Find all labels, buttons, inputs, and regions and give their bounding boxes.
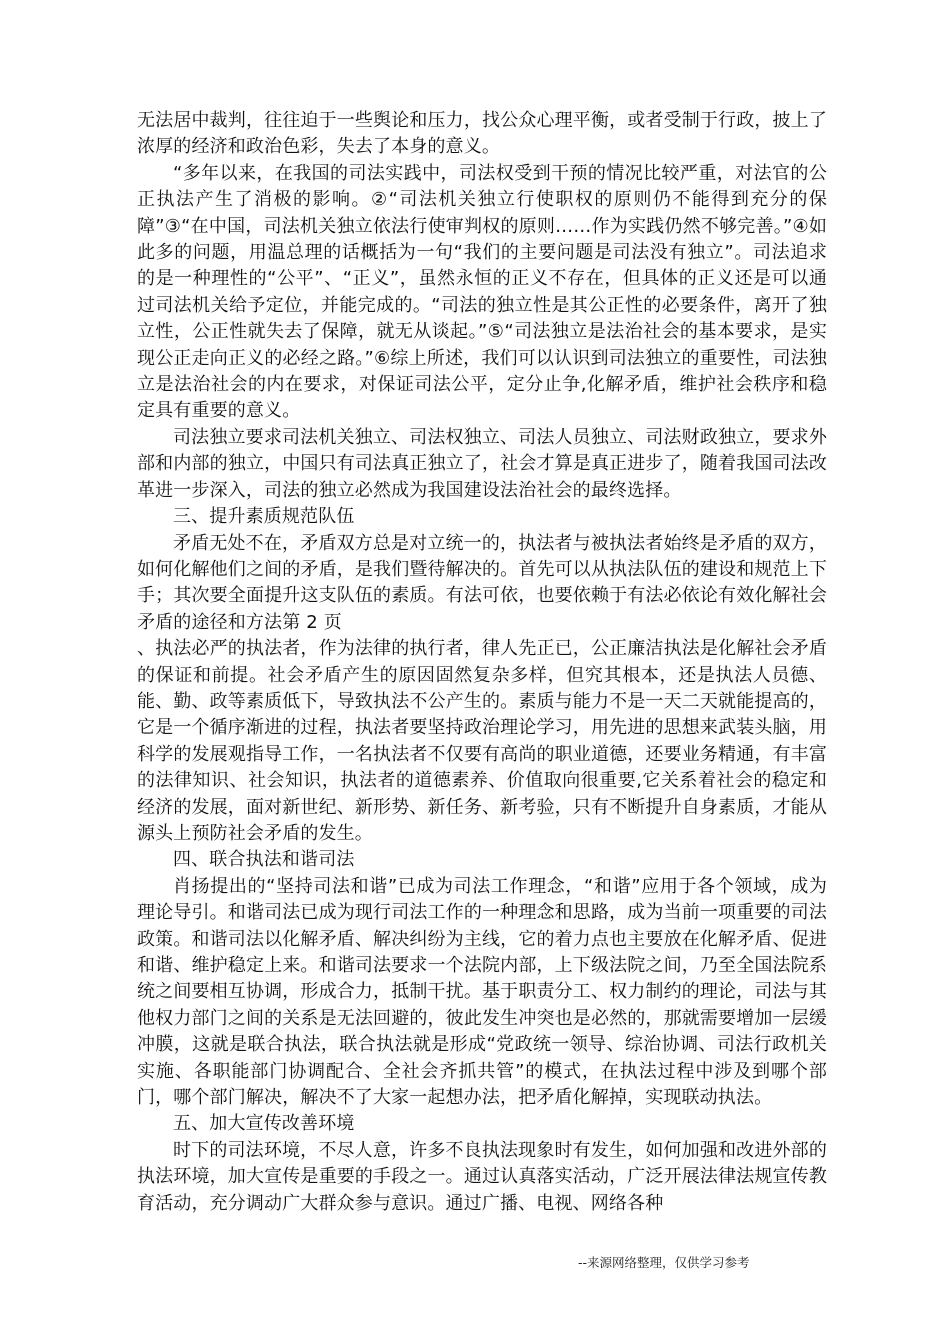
section-heading-4: 四、联合执法和谐司法 [173, 849, 355, 871]
paragraph-harmonious-justice: 肖扬提出的“坚持司法和谐”已成为司法工作理念，“和谐”应用于各个领域，成为理论导引。和谐司法已成为现行司法工作的一种理念和思路，成为当前一项重要的司法政策。和谐司法以化解矛盾、解决纠纷为主线，它的着力点也主要放在化解矛盾、促进和谐、维护稳定上来。和谐司法要求一个法院内部，上下级法院之间，乃至全国法院系统之间要相互协调，形成合力，抵制干扰。基于职责分工、权力制约的理论，司法与其他权力部门之间的关系是无法回避的，彼此发生冲突也是必然的，那就需要增加一层缓冲膜，这就是联合执法，联合执法就是形成“党政统一领导、综治协调、司法行政机关实施、各职能部门协调配合、全社会齐抓共管”的模式，在执法过程中涉及到哪个部门，哪个部门解决，解决不了大家一起想办法，把矛盾化解掉，实现联动执法。 [137, 875, 827, 1109]
section-heading-3: 三、提升素质规范队伍 [173, 506, 355, 528]
paragraph-law-enforcers: 、执法必严的执法者，作为法律的执行者，律人先正已，公正廉洁执法是化解社会矛盾的保证和前提。社会矛盾产生的原因固然复杂多样，但究其根本，还是执法人员德、能、勤、政等素质低下，导致执法不公产生的。素质与能力不是一天二天就能提高的，它是一个循序渐进的过程，执法者要坚持政治理论学习，用先进的思想来武装头脑，用科学的发展观指导工作，一名执法者不仅要有高尚的职业道德，还要业务精通，有丰富的法律知识、社会知识，执法者的道德素养、价值取向很重要,它关系着社会的稳定和经济的发展，面对新世纪、新形势、新任务、新考验，只有不断提升自身素质，才能从源头上预防社会矛盾的发生。 [137, 638, 827, 844]
paragraph-contradictions: 矛盾无处不在，矛盾双方总是对立统一的，执法者与被执法者始终是矛盾的双方，如何化解他们之间的矛盾，是我们暨待解决的。首先可以从执法队伍的建设和规范上下手；其次要全面提升这支队伍的素质。有法可依，也要依赖于有法必依论有效化解社会矛盾的途径和方法第 2 页 [137, 532, 827, 633]
paragraph-independence-requirements: 司法独立要求司法机关独立、司法权独立、司法人员独立、司法财政独立，要求外部和内部的独立，中国只有司法真正独立了，社会才算是真正进步了，随着我国司法改革进一步深入，司法的独立必然成为我国建设法治社会的最终选择。 [137, 426, 827, 501]
paragraph-judicial-independence: “多年以来，在我国的司法实践中，司法权受到干预的情况比较严重，对法官的公正执法产生了消极的影响。②“司法机关独立行使职权的原则仍不能得到充分的保障”③“在中国，司法机关独立依法行使审判权的原则……作为实践仍然不够完善。”④如此多的问题，用温总理的话概括为一句“我们的主要问题是司法没有独立”。司法追求的是一种理性的“公平”、“正义”，虽然永恒的正义不存在，但具体的正义还是可以通过司法机关给予定位，并能完成的。“司法的独立性是其公正性的必要条件，离开了独立性，公正性就失去了保障，就无从谈起。”⑤“司法独立是法治社会的基本要求，是实现公正走向正义的必经之路。”⑥综上所述，我们可以认识到司法独立的重要性，司法独立是法治社会的内在要求，对保证司法公平，定分止争,化解矛盾，维护社会秩序和稳定具有重要的意义。 [137, 162, 827, 422]
paragraph-continuation: 无法居中裁判，往往迫于一些舆论和压力，找公众心理平衡，或者受制于行政，披上了浓厚的经济和政治色彩，失去了本身的意义。 [137, 110, 827, 158]
page-footer: --来源网络整理，仅供学习参考 [578, 1255, 750, 1270]
section-heading-5: 五、加大宣传改善环境 [173, 1113, 355, 1135]
paragraph-publicity: 时下的司法环境，不尽人意，许多不良执法现象时有发生，如何加强和改进外部的执法环境，加大宣传是重要的手段之一。通过认真落实活动，广泛开展法律法规宣传教育活动，充分调动广大群众参与意识。通过广播、电视、网络各种 [137, 1139, 827, 1214]
document-body [137, 108, 827, 1217]
